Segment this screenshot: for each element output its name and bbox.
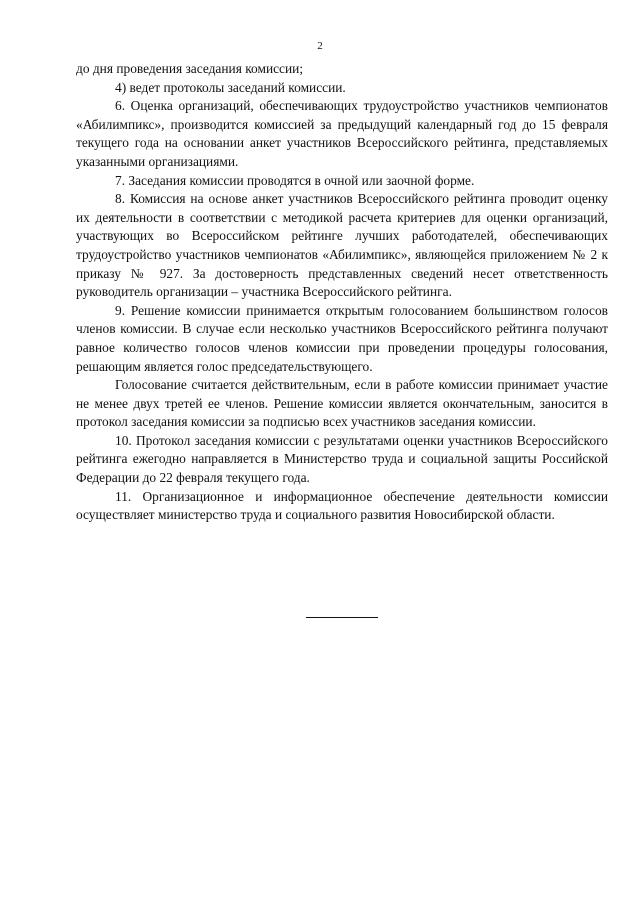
document-body — [76, 60, 608, 525]
paragraph-voting: Голосование считается действительным, если в работе комиссии принимает участие не менее двух третей ее членов. Решение комиссии является окончательным, заносится в протокол заседания комиссии за подписью всех участников заседания комиссии. — [76, 377, 608, 430]
paragraph-10: 10. Протокол заседания комиссии с результатами оценки участников Всероссийского рейтинга ежегодно направляется в Министерство труда и социальной защиты Российской Федерации до 22 февраля текущего года. — [76, 432, 608, 486]
paragraph-item-4: 4) ведет протоколы заседаний комиссии. — [115, 79, 346, 95]
paragraph-continuation: до дня проведения заседания комиссии; — [76, 61, 304, 76]
paragraph-6: 6. Оценка организаций, обеспечивающих трудоустройство участников чемпионатов «Абилимпикс», производится комиссией за предыдущий календарный год до 15 февраля текущего года на основании анкет участников Всероссийского рейтинга, представляемых указанными организациями. — [76, 98, 608, 169]
paragraph-9: 9. Решение комиссии принимается открытым голосованием большинством голосов членов комиссии. В случае если несколько участников Всероссийского рейтинга получают равное количество голосов членов комиссии при проведении процедуры голосования, решающим является голос председательствующего. — [76, 302, 608, 374]
paragraph-7: 7. Заседания комиссии проводятся в очной или заочной форме. — [115, 172, 475, 188]
page-number: 2 — [317, 40, 323, 52]
end-of-document-rule — [306, 617, 378, 618]
paragraph-8: 8. Комиссия на основе анкет участников Всероссийского рейтинга проводит оценку их деятельности в соответствии с методикой расчета критериев для оценки организаций, участвующих во Всероссийском рейтинге лучших работодателей, обеспечивающих трудоустройство участников чемпионатов «Абилимпикс», являющейся приложением № 2 к приказу № 927. За достоверность представленных сведений несет ответственность руководитель организации – участника Всероссийского рейтинга. — [76, 191, 608, 300]
paragraph-11: 11. Организационное и информационное обеспечение деятельности комиссии осуществляет министерство труда и социального развития Новосибирской области. — [76, 488, 608, 523]
